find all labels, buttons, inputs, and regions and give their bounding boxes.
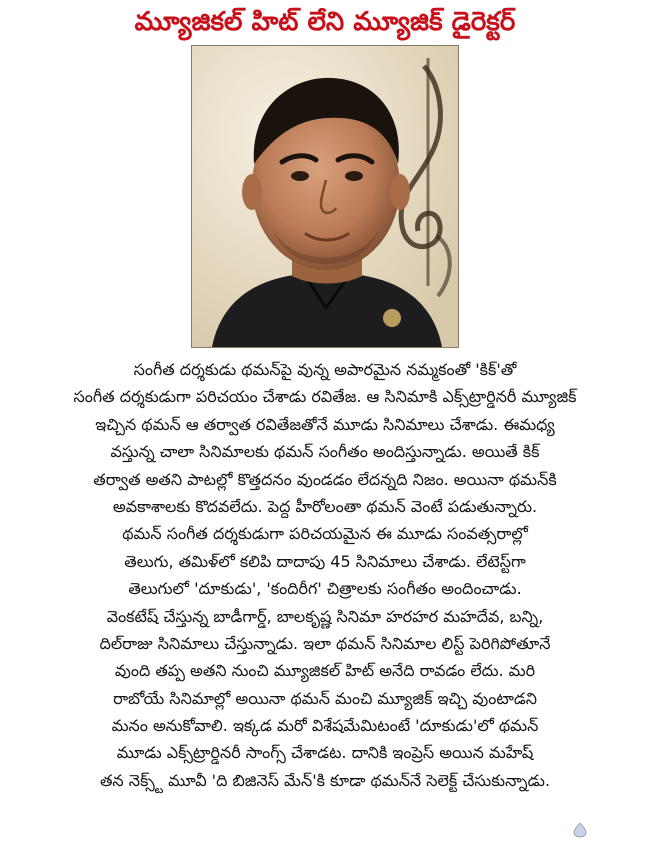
paragraph-3: [0, 603, 650, 795]
paragraph-line: ఇచ్చిన థమన్ ఆ తర్వాత రవితేజతోనే మూడు సినిమాలు చేశాడు. ఈమధ్య: [95, 414, 555, 434]
paragraph-line: తెలుగులో 'దూకుడు', 'కందిరీగ' చిత్రాలకు సంగీతం అందించాడు.: [128, 579, 522, 599]
paragraph-line: తర్వాత అతని పాటల్లో కొత్తదనం వుండడం లేదన్నది నిజం. అయినా థమన్‌కి: [93, 469, 557, 489]
paragraph-line: తెలుగు, తమిళ్‌లో కలిపి దాదాపు 45 సినిమాలు చేశాడు. లేటెస్ట్‌గా: [124, 551, 526, 571]
paragraph-line: వెంకటేష్ చేస్తున్న బాడీగార్డ్, బాలకృష్ణ సినిమా హరహర మహదేవ, బన్ని,: [106, 606, 544, 626]
paragraph-line: మనం అనుకోవాలి. ఇక్కడ మరో విశేషమేమిటంటే 'దూకుడు'లో థమన్: [111, 716, 539, 736]
article-headline: మ్యూజికల్ హిట్ లేని మ్యూజిక్ డైరెక్టర్: [134, 7, 516, 37]
paragraph-line: సంగీత దర్శకుడు థమన్‌పై వున్న అపారమైన నమ్మకంతో 'కిక్'తో: [133, 360, 517, 379]
paragraph-1: [0, 356, 650, 520]
paragraph-line: దిల్‌రాజు సినిమాలు చేస్తున్నాడు. ఇలా థమన్ సినిమాల లిస్ట్ పెరిగిపోతూనే: [99, 633, 551, 653]
paragraph-line: అవకాశాలకు కొదవలేదు. పెద్ద హీరోలంతా థమన్ వెంటే పడుతున్నారు.: [112, 496, 538, 516]
watermark-icon: [572, 822, 588, 838]
paragraph-line: మూడు ఎక్స్‌ట్రార్డినరీ సాంగ్స్ చేశాడట. దానికి ఇంప్రెస్ అయిన మహేష్: [116, 743, 534, 763]
paragraph-line: వస్తున్న చాలా సినిమాలకు థమన్ సంగీతం అందిస్తున్నాడు. అయితే కిక్: [110, 442, 540, 462]
paragraph-2: [0, 520, 650, 602]
paragraph-line: తన నెక్స్ట్ మూవీ 'ది బిజినెస్ మేన్'కి కూడా థమన్‌నే సెలెక్ట్ చేసుకున్నాడు.: [99, 770, 551, 790]
paragraph-line: వుంది తప్ప అతని నుంచి మ్యూజికల్ హిట్ అనేది రావడం లేదు. మరి: [114, 661, 536, 681]
article-body: [0, 356, 650, 794]
paragraph-line: సంగీత దర్శకుడుగా పరిచయం చేశాడు రవితేజ. ఆ సినిమాకి ఎక్స్‌ట్రార్డినరీ మ్యూజిక్: [73, 387, 577, 407]
portrait-photo: [191, 45, 459, 348]
paragraph-line: రాబోయే సినిమాల్లో అయినా థమన్ మంచి మ్యూజిక్ ఇచ్చి వుంటాడని: [113, 688, 537, 708]
paragraph-line: థమన్ సంగీత దర్శకుడుగా పరిచయమైన ఈ మూడు సంవత్సరాల్లో: [122, 524, 528, 544]
